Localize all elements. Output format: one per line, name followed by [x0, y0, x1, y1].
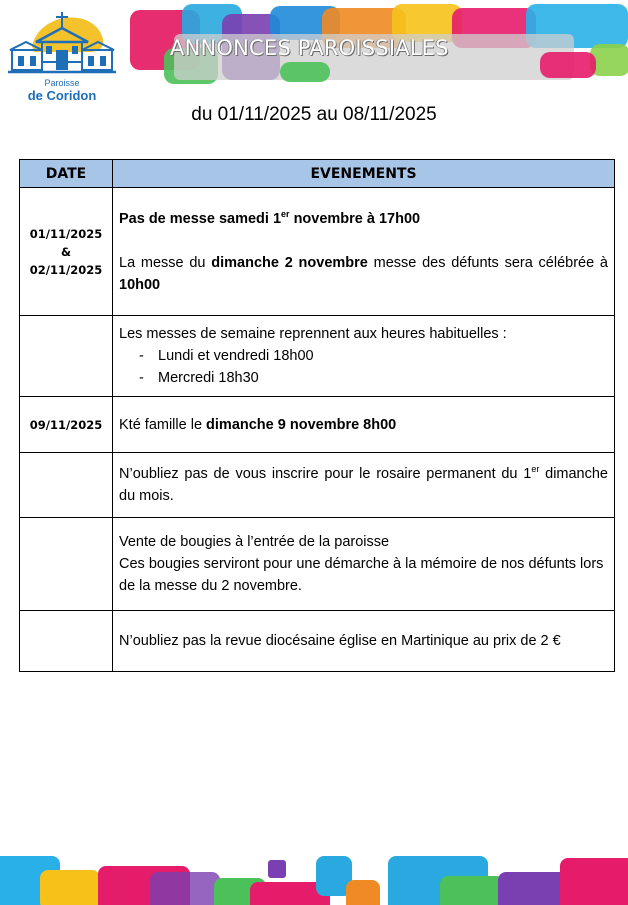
table-row: [20, 316, 615, 397]
banner-title: ANNONCES PAROISSIALES: [170, 36, 449, 60]
row-event: [113, 188, 615, 316]
table-header-row: [20, 160, 615, 188]
footer-decoration: [0, 842, 628, 905]
row-event: [113, 611, 615, 672]
table-row: [20, 188, 615, 316]
row-date: 09/11/2025: [20, 397, 113, 453]
date-end: 02/11/2025: [29, 262, 103, 277]
table-row: [20, 397, 615, 453]
date-ampersand: &: [60, 244, 72, 259]
row-date: [20, 316, 113, 397]
row-date: [20, 188, 113, 316]
event-line: Ces bougies serviront pour une démarche à la mémoire de nos défunts lors de la messe du 2 novembre.: [119, 556, 604, 594]
event-line: N’oubliez pas de vous inscrire pour le rosaire permanent du 1er dimanche du mois.: [119, 464, 608, 504]
events-column-header: EVENEMENTS: [113, 160, 615, 188]
period-title: du 01/11/2025 au 08/11/2025: [191, 104, 437, 125]
row-event: [113, 316, 615, 397]
row-event: [113, 453, 615, 518]
logo-caption-small: Paroisse: [44, 78, 80, 88]
list-item: - Mercredi 18h30: [119, 367, 608, 389]
table-row: [20, 518, 615, 611]
church-logo-icon: [6, 6, 118, 78]
parish-logo: [6, 6, 118, 102]
row-date: [20, 453, 113, 518]
event-line: Pas de messe samedi 1er novembre à 17h00: [119, 208, 421, 227]
list-item: - Lundi et vendredi 18h00: [119, 345, 608, 367]
event-line: Vente de bougies à l’entrée de la paroisse: [119, 534, 390, 550]
date-start: 01/11/2025: [29, 226, 103, 241]
row-date: [20, 611, 113, 672]
announcements-table: [19, 159, 615, 672]
table-row: [20, 453, 615, 518]
logo-caption-parish: de Coridon: [27, 88, 97, 103]
row-event: [113, 397, 615, 453]
event-line: Kté famille le dimanche 9 novembre 8h00: [119, 416, 397, 433]
schedule-list: [119, 345, 608, 389]
row-event: [113, 518, 615, 611]
table-row: [20, 611, 615, 672]
row-date: [20, 518, 113, 611]
date-column-header: DATE: [20, 160, 113, 188]
event-line: N’oubliez pas la revue diocésaine église en Martinique au prix de 2 €: [119, 633, 561, 649]
event-line: La messe du dimanche 2 novembre messe des défunts sera célébrée à 10h00: [119, 254, 608, 293]
event-line: Les messes de semaine reprennent aux heures habituelles :: [119, 326, 507, 342]
